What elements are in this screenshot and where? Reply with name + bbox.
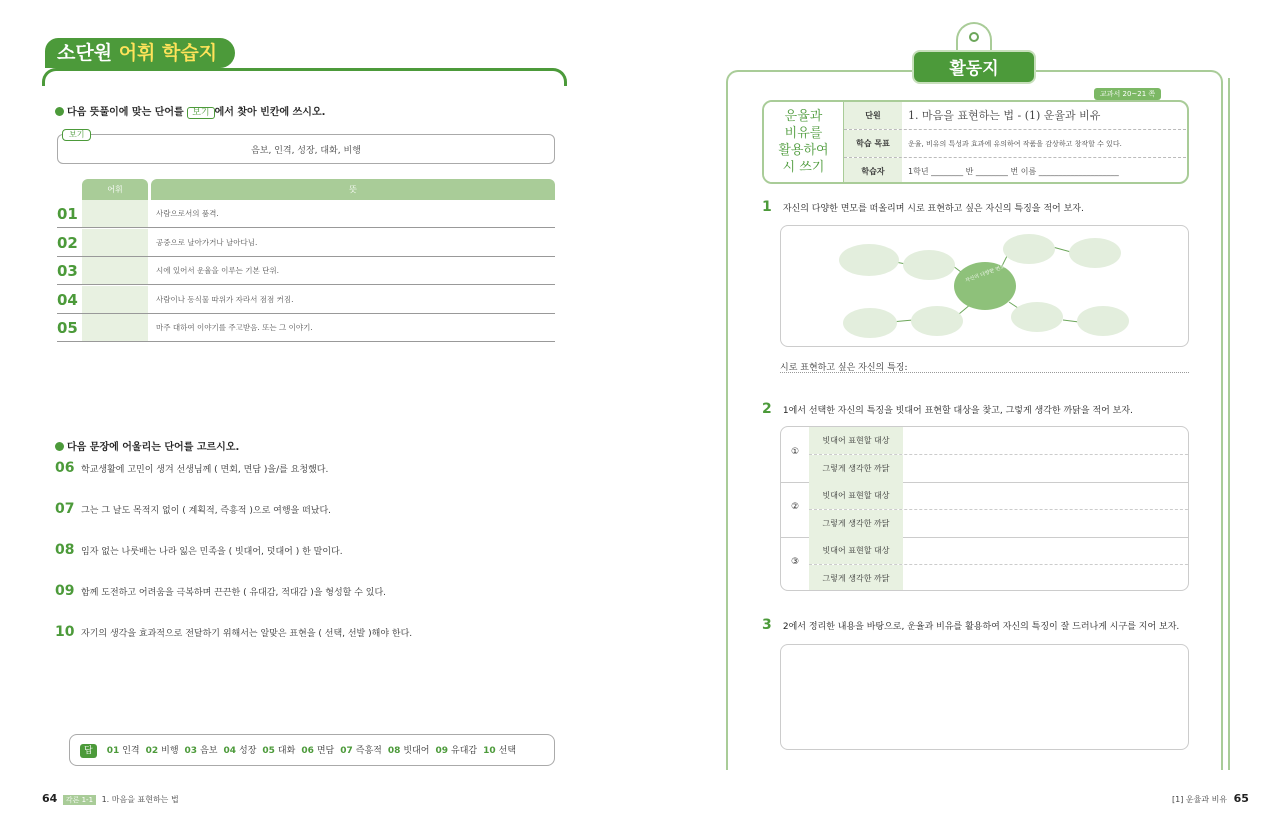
goal-row	[844, 130, 1189, 158]
worksheet-tab-title: 활동지	[912, 50, 1036, 84]
sentence-text: 그는 그 날도 목적지 없이 ( 계획적, 즉흥적 )으로 여행을 떠났다.	[81, 506, 332, 516]
student-value[interactable]: 1학년 ________ 반 ________ 번 이름 ____________________	[908, 167, 1119, 176]
answer-word: 대화	[277, 746, 296, 756]
bogi-label: 보기	[62, 129, 91, 141]
vocab-answer-cell[interactable]	[82, 314, 148, 341]
q2-reason-label: 그렇게 생각한 까닭	[809, 510, 903, 537]
col-header-meaning: 뜻	[151, 179, 555, 200]
vocab-answer-cell[interactable]	[82, 286, 148, 313]
title-underline	[42, 68, 567, 86]
q2-reason-input[interactable]	[903, 455, 1189, 482]
mind-map-center	[954, 262, 1016, 310]
answer-number: 10	[483, 746, 496, 756]
left-page-number: 64	[42, 792, 58, 805]
vocab-answer-cell[interactable]	[82, 200, 148, 227]
mind-map-node[interactable]	[1011, 302, 1063, 332]
q2-target-input[interactable]	[903, 537, 1189, 564]
answer-number: 08	[387, 746, 401, 756]
question-2	[762, 398, 1133, 417]
answer-word: 인격	[122, 746, 140, 756]
vocab-row	[57, 314, 555, 342]
q2-row-mark: ③	[790, 557, 800, 567]
unit-value: 1. 마음을 표현하는 법 - (1) 운율과 비유	[908, 109, 1101, 122]
unit-row	[844, 102, 1189, 130]
mind-map-node[interactable]	[839, 244, 899, 276]
answer-number: 02	[145, 746, 159, 756]
instruction-1-text-b: 에서 찾아 빈칸에 쓰시오.	[214, 107, 326, 118]
answer-number: 01	[106, 746, 120, 756]
answer-number: 04	[223, 746, 236, 756]
unit-title	[45, 38, 235, 68]
unit-label: 단원	[844, 102, 902, 129]
right-page-number: 65	[1233, 792, 1249, 805]
answer-word: 즉흥적	[355, 746, 382, 756]
vocab-definition: 사람으로서의 품격.	[156, 209, 219, 218]
answer-word: 면담	[316, 746, 335, 756]
arrow-bullet-icon	[55, 442, 64, 451]
answer-number: 09	[435, 746, 449, 756]
mind-map-node[interactable]	[903, 250, 955, 280]
mind-map-node[interactable]	[1069, 238, 1121, 268]
vocab-definition: 공중으로 날아가거나 날아다님.	[156, 237, 258, 247]
sentence-row	[55, 583, 386, 599]
chapter-name: 1. 마음을 표현하는 법	[101, 795, 179, 804]
sentence-row	[55, 542, 343, 558]
q3-number: 3	[762, 617, 772, 633]
unit-title-highlight: 어휘 학습지	[118, 42, 218, 64]
sentence-number: 08	[55, 542, 75, 558]
vocab-row	[57, 229, 555, 257]
answer-box	[69, 734, 555, 766]
student-label: 학습자	[844, 158, 902, 184]
instruction-1-bogi: 보기	[187, 107, 214, 119]
q3-text: 2에서 정리한 내용을 바탕으로, 운율과 비유를 활용하여 자신의 특징이 잘 드러나게 시구를 지어 보자.	[782, 622, 1180, 632]
vocab-row	[57, 286, 555, 314]
q2-target-input[interactable]	[903, 427, 1189, 454]
goal-value: 운율, 비유의 특성과 효과에 유의하여 작품을 감상하고 창작할 수 있다.	[908, 140, 1122, 148]
q2-number: 2	[762, 401, 772, 417]
question-1	[762, 196, 1084, 215]
unit-title-prefix: 소단원	[57, 42, 119, 64]
answer-word: 성장	[239, 746, 257, 756]
q2-target-label: 빗대어 표현할 대상	[809, 427, 903, 454]
answer-word: 빗대어	[403, 746, 430, 756]
bogi-words: 음보, 인격, 성장, 대화, 비행	[251, 146, 361, 156]
arrow-bullet-icon	[55, 107, 64, 116]
mind-map-node[interactable]	[911, 306, 963, 336]
goal-label: 학습 목표	[844, 130, 902, 157]
vocab-number: 01	[57, 205, 78, 223]
instruction-1-text-a: 다음 뜻풀이에 맞는 단어를	[67, 107, 188, 118]
student-row	[844, 158, 1189, 184]
mind-map-box[interactable]	[780, 225, 1189, 347]
answer-number: 05	[262, 746, 275, 756]
answer-number: 07	[340, 746, 353, 756]
q2-reason-label: 그렇게 생각한 까닭	[809, 455, 903, 482]
q2-reason-input[interactable]	[903, 510, 1189, 537]
info-box	[762, 100, 1189, 184]
q2-target-label: 빗대어 표현할 대상	[809, 482, 903, 509]
vocab-definition: 마주 대하여 이야기를 주고받음. 또는 그 이야기.	[156, 323, 313, 332]
chapter-badge: 각론 1-1	[63, 795, 96, 805]
q1-number: 1	[762, 199, 772, 215]
q3-answer-box[interactable]	[780, 644, 1189, 750]
vocab-number: 02	[57, 233, 78, 252]
right-footer	[1172, 792, 1249, 805]
q1-answer-line[interactable]	[780, 372, 1189, 373]
answer-word: 음보	[200, 746, 218, 756]
q2-target-input[interactable]	[903, 482, 1189, 509]
activity-title-line: 활용하여	[778, 143, 829, 158]
q2-reason-input[interactable]	[903, 565, 1189, 591]
mind-map-node[interactable]	[1077, 306, 1129, 336]
vocab-number: 05	[57, 319, 78, 337]
q2-row-mark: ②	[790, 502, 800, 512]
sentence-text: 함께 도전하고 어려움을 극복하며 끈끈한 ( 유대감, 적대감 )을 형성할 수 있다.	[81, 588, 387, 598]
section-label: [1] 운율과 비유	[1172, 795, 1228, 804]
instruction-2-text: 다음 문장에 어울리는 단어를 고르시오.	[67, 442, 240, 453]
vocab-answer-cell[interactable]	[82, 257, 148, 284]
worksheet-frame-shadow	[1226, 78, 1230, 770]
activity-title	[764, 102, 844, 182]
vocab-row	[57, 257, 555, 285]
question-3	[762, 614, 1179, 633]
q2-text: 1에서 선택한 자신의 특징을 빗대어 표현할 대상을 찾고, 그렇게 생각한 까닭을 적어 보자.	[782, 406, 1133, 416]
sentence-row	[55, 460, 328, 476]
sentence-row	[55, 501, 331, 517]
answer-number: 03	[184, 746, 198, 756]
answer-word: 비행	[161, 746, 179, 756]
q2-row-mark: ①	[790, 447, 800, 457]
instruction-1	[55, 103, 325, 118]
vocab-definition: 사람이나 동식물 따위가 자라서 점점 커짐.	[156, 294, 294, 304]
q1-text: 자신의 다양한 면모를 떠올리며 시로 표현하고 싶은 자신의 특징을 적어 보자.	[782, 204, 1084, 214]
sentence-number: 10	[55, 624, 75, 640]
activity-title-line: 시 쓰기	[782, 160, 825, 175]
vocab-number: 04	[57, 290, 78, 309]
sentence-number: 06	[55, 460, 75, 476]
activity-title-line: 운율과	[784, 109, 823, 124]
q1-line-label: 시로 표현하고 싶은 자신의 특징:	[780, 363, 908, 373]
sentence-number: 07	[55, 501, 75, 517]
sentence-row	[55, 624, 412, 640]
vocab-answer-cell[interactable]	[82, 229, 148, 256]
mind-map-node[interactable]	[843, 308, 897, 338]
vocab-definition: 시에 있어서 운율을 이루는 기본 단위.	[156, 266, 279, 275]
sentence-text: 임자 없는 나룻배는 나라 잃은 민족을 ( 빗대어, 덧대어 ) 한 말이다.	[81, 547, 343, 557]
activity-title-line: 비유를	[784, 126, 823, 141]
answer-number: 06	[301, 746, 314, 756]
col-header-word: 어휘	[82, 179, 148, 200]
left-footer	[42, 792, 179, 805]
vocab-number: 03	[57, 262, 78, 280]
q2-target-label: 빗대어 표현할 대상	[809, 537, 903, 564]
sentence-text: 학교생활에 고민이 생겨 선생님께 ( 면회, 면담 )을/를 요청했다.	[81, 465, 329, 475]
vocab-row	[57, 200, 555, 228]
q2-table	[780, 426, 1189, 591]
instruction-2	[55, 438, 239, 453]
answer-tag: 답	[80, 744, 97, 758]
sentence-text: 자기의 생각을 효과적으로 전달하기 위해서는 알맞은 표현을 ( 선택, 선발 )해야 한다.	[81, 629, 413, 639]
mind-map-center-label: 자신의 다양한 면모	[964, 264, 1006, 284]
textbook-page-tag: 교과서 20~21 쪽	[1094, 88, 1161, 100]
ring-hole-icon	[969, 32, 979, 42]
answer-word: 선택	[498, 746, 517, 756]
sentence-number: 09	[55, 583, 75, 599]
q2-reason-label: 그렇게 생각한 까닭	[809, 565, 903, 591]
answer-word: 유대감	[451, 746, 478, 756]
